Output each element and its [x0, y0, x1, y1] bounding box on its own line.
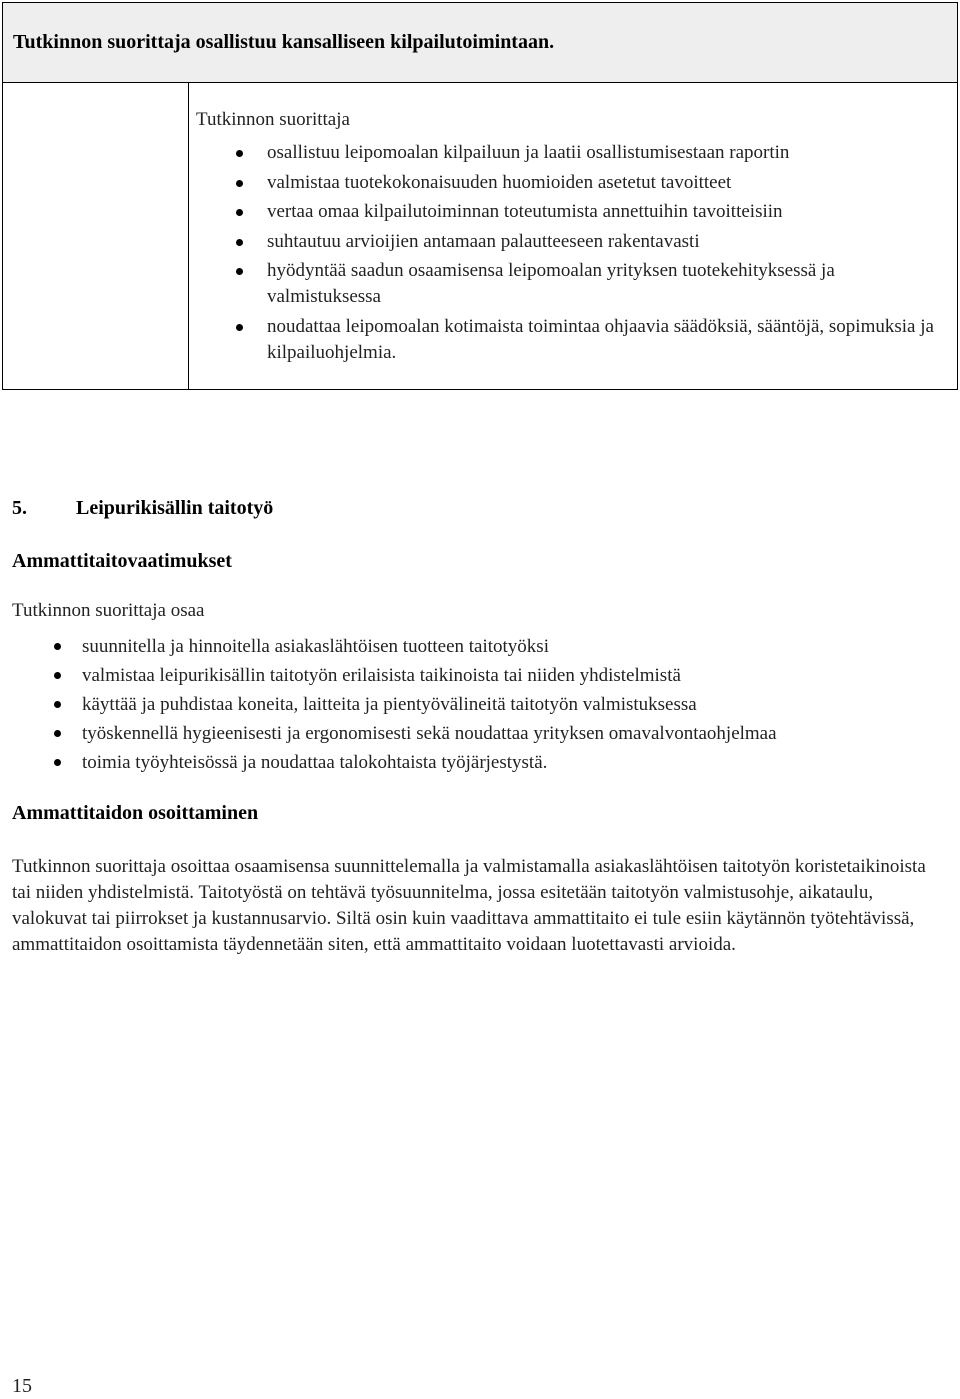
criteria-text: suhtautuu arvioijien antamaan palautteeseen rakentavasti — [267, 230, 700, 252]
bullet-icon — [54, 672, 61, 679]
criteria-item — [196, 229, 936, 255]
bullet-icon — [236, 239, 243, 246]
bullet-icon — [236, 150, 243, 157]
requirement-item — [12, 632, 932, 661]
criteria-text: vertaa omaa kilpailutoiminnan toteutumista annettuihin tavoitteisiin — [267, 201, 783, 222]
criteria-text: noudattaa leipomoalan kotimaista toimintaa ohjaavia säädöksiä, sääntöjä, sopimuksia ja kilpailuohjelmia. — [267, 315, 934, 363]
requirement-item — [12, 690, 932, 719]
requirement-item — [12, 719, 932, 748]
requirement-text: työskennellä hygieenisesti ja ergonomisesti sekä noudattaa yrityksen omavalvontaohjelmaa — [82, 723, 777, 744]
bullet-icon — [54, 759, 61, 766]
page-number: 15 — [12, 1375, 32, 1397]
bullet-icon — [236, 209, 243, 216]
bullet-icon — [236, 324, 243, 331]
requirement-text: valmistaa leipurikisällin taitotyön erilaisista taikinoista tai niiden yhdistelmistä — [82, 665, 681, 686]
section-title: Leipurikisällin taitotyö — [76, 497, 274, 519]
criteria-text: osallistuu leipomoalan kilpailuun ja laatii osallistumisestaan raportin — [267, 142, 790, 163]
requirements-intro: Tutkinnon suorittaja osaa — [12, 600, 205, 621]
requirements-list — [12, 632, 932, 777]
table-left-cell — [3, 83, 189, 389]
requirement-text: suunnitella ja hinnoitella asiakaslähtöisen tuotteen taitotyöksi — [82, 636, 549, 657]
criteria-intro: Tutkinnon suorittaja — [196, 109, 350, 130]
bullet-icon — [54, 643, 61, 650]
bullet-icon — [54, 701, 61, 708]
section-number: 5. — [12, 497, 27, 519]
criteria-list — [196, 140, 936, 369]
requirements-heading: Ammattitaitovaatimukset — [12, 550, 232, 572]
bullet-icon — [236, 268, 243, 275]
criteria-item — [196, 258, 936, 310]
requirement-item — [12, 661, 932, 690]
demonstration-heading: Ammattitaidon osoittaminen — [12, 802, 259, 824]
bullet-icon — [236, 180, 243, 187]
criteria-text: hyödyntää saadun osaamisensa leipomoalan yrityksen tuotekehityksessä ja valmistuksessa — [267, 260, 835, 307]
section-heading — [12, 497, 273, 520]
requirement-text: käyttää ja puhdistaa koneita, laitteita ja pientyövälineitä taitotyön valmistuksessa — [82, 694, 697, 715]
criteria-text: valmistaa tuotekokonaisuuden huomioiden asetetut tavoitteet — [267, 171, 732, 193]
criteria-item — [196, 199, 936, 225]
bullet-icon — [54, 730, 61, 737]
requirement-item — [12, 748, 932, 777]
criteria-item — [196, 140, 936, 166]
table-header-cell — [3, 3, 957, 83]
criteria-item — [196, 170, 936, 196]
demonstration-paragraph: Tutkinnon suorittaja osoittaa osaamisensa suunnittelemalla ja valmistamalla asiakaslähtöisen taitotyön koristetaikinoista tai niiden yhdistelmistä. Taitotyöstä on tehtävä työsuunnitelma, jossa esitetään taitotyön valmistusohje, aikataulu, valokuvat tai piirrokset ja kustannusarvio. Siltä osin kuin vaadittava ammattitaito ei tule esiin käytännön työtehtävissä, ammattitaidon osoittamista täydennetään siten, että ammattitaito voidaan luotettavasti arvioida. — [12, 856, 926, 955]
requirement-text: toimia työyhteisössä ja noudattaa talokohtaista työjärjestystä. — [82, 752, 548, 773]
criteria-item — [196, 314, 936, 366]
table-header-text: Tutkinnon suorittaja osallistuu kansalliseen kilpailutoimintaan. — [13, 31, 555, 53]
